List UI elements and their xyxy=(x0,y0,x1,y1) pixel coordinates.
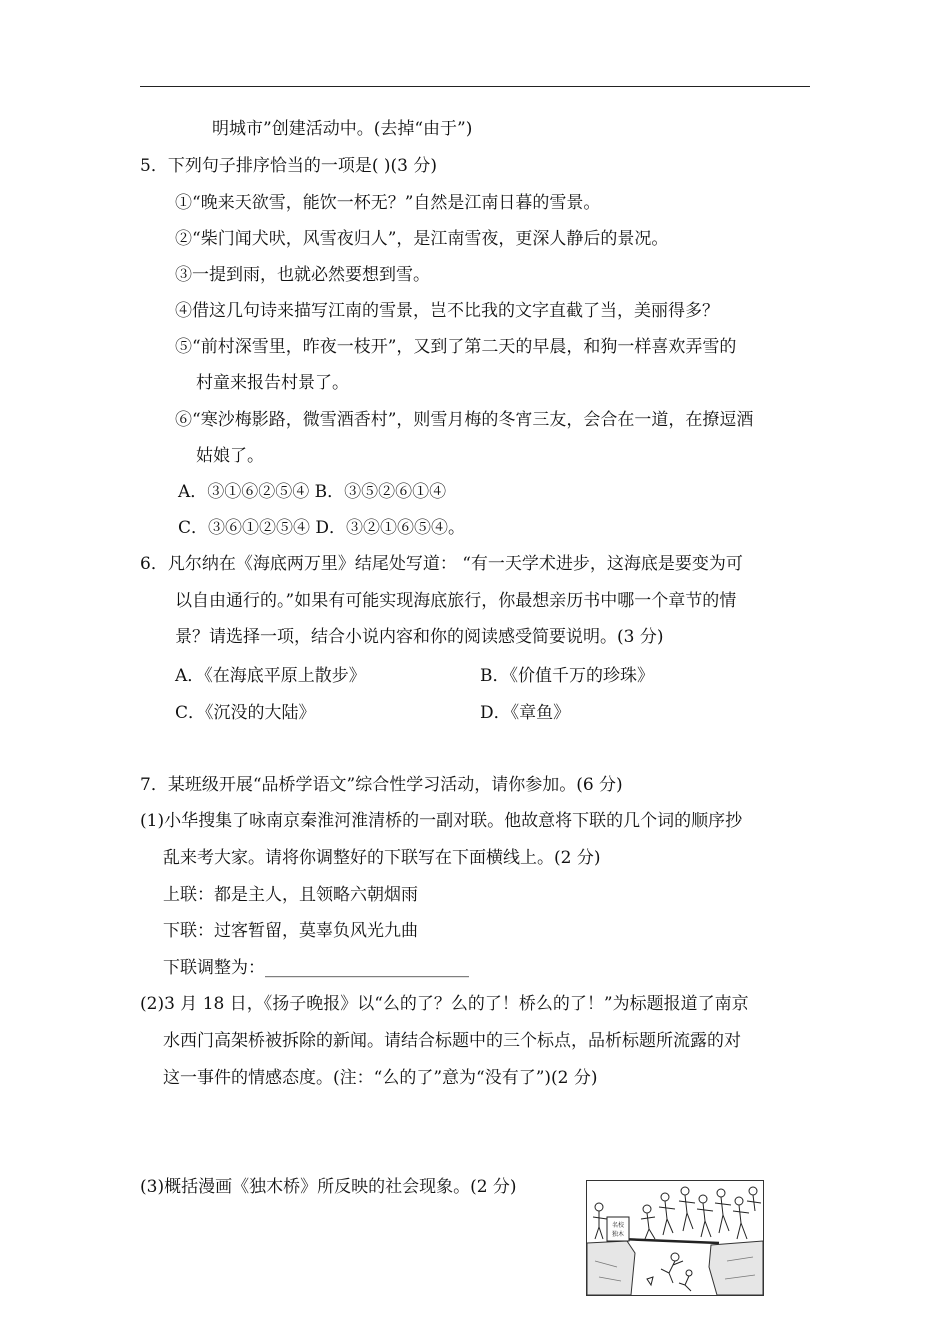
q7-part2-line-3: 这一事件的情感态度。(注：“么的了”意为“没有了”)(2 分) xyxy=(163,1068,598,1088)
q7-stem: 7．某班级开展“品桥学语文”综合性学习活动，请你参加。(6 分) xyxy=(140,775,623,795)
q7-part2-line-2: 水西门高架桥被拆除的新闻。请结合标题中的三个标点，品析标题所流露的对 xyxy=(163,1031,741,1051)
q6-option-a: A．《在海底平原上散步》 xyxy=(175,666,366,686)
q7-lower-couplet: 下联：过客暂留，莫辜负风光九曲 xyxy=(163,921,418,941)
q4-tail: 明城市”创建活动中。(去掉“由于”) xyxy=(212,119,473,139)
q5-sentence-1: ①“晚来天欲雪，能饮一杯无？”自然是江南日暮的雪景。 xyxy=(175,193,601,213)
q6-line-1: 6．凡尔纳在《海底两万里》结尾处写道： “有一天学术进步，这海底是要变为可 xyxy=(140,554,743,574)
q6-option-d: D．《章鱼》 xyxy=(480,703,571,723)
q6-line-2: 以自由通行的。”如果有可能实现海底旅行，你最想亲历书中哪一个章节的情 xyxy=(175,591,737,611)
q5-options-cd: C．③⑥①②⑤④ D．③②①⑥⑤④。 xyxy=(178,518,466,538)
q5-sentence-5b: 村童来报告村景了。 xyxy=(196,373,349,393)
cartoon-sign-line-1: 名校 xyxy=(611,1222,625,1229)
q6-line-3: 景？请选择一项，结合小说内容和你的阅读感受简要说明。(3 分) xyxy=(175,627,664,647)
header-rule xyxy=(140,86,810,87)
q7-upper-couplet: 上联：都是主人，且领略六朝烟雨 xyxy=(163,885,418,905)
q5-sentence-5a: ⑤“前村深雪里，昨夜一枝开”，又到了第二天的早晨，和狗一样喜欢弄雪的 xyxy=(175,337,737,357)
q6-option-b: B．《价值千万的珍珠》 xyxy=(480,666,654,686)
q7-answer-line: 下联调整为：________________________ xyxy=(163,958,469,978)
cartoon-sign-line-2: 独木 xyxy=(611,1231,625,1238)
q5-sentence-6b: 姑娘了。 xyxy=(196,446,264,466)
cartoon-single-plank-bridge xyxy=(586,1180,764,1296)
q7-part3: (3)概括漫画《独木桥》所反映的社会现象。(2 分) xyxy=(140,1177,517,1197)
q5-sentence-3: ③一提到雨，也就必然要想到雪。 xyxy=(175,265,430,285)
q7-part1-line-1: (1)小华搜集了咏南京秦淮河淮清桥的一副对联。他故意将下联的几个词的顺序抄 xyxy=(140,811,743,831)
cartoon-drawing xyxy=(587,1181,763,1295)
q7-part2-line-1: (2)3 月 18 日，《扬子晚报》以“么的了？么的了！桥么的了！”为标题报道了南京 xyxy=(140,994,749,1014)
q5-sentence-4: ④借这几句诗来描写江南的雪景，岂不比我的文字直截了当，美丽得多？ xyxy=(175,301,719,321)
q5-options-ab: A．③①⑥②⑤④ B．③⑤②⑥①④ xyxy=(178,482,447,502)
q5-stem: 5．下列句子排序恰当的一项是( )(3 分) xyxy=(140,156,437,176)
q5-sentence-6a: ⑥“寒沙梅影路，微雪酒香村”，则雪月梅的冬宵三友，会合在一道，在撩逗酒 xyxy=(175,410,754,430)
q6-option-c: C．《沉没的大陆》 xyxy=(175,703,316,723)
q7-part1-line-2: 乱来考大家。请将你调整好的下联写在下面横线上。(2 分) xyxy=(163,848,601,868)
q5-sentence-2: ②“柴门闻犬吠，风雪夜归人”，是江南雪夜，更深人静后的景况。 xyxy=(175,229,669,249)
